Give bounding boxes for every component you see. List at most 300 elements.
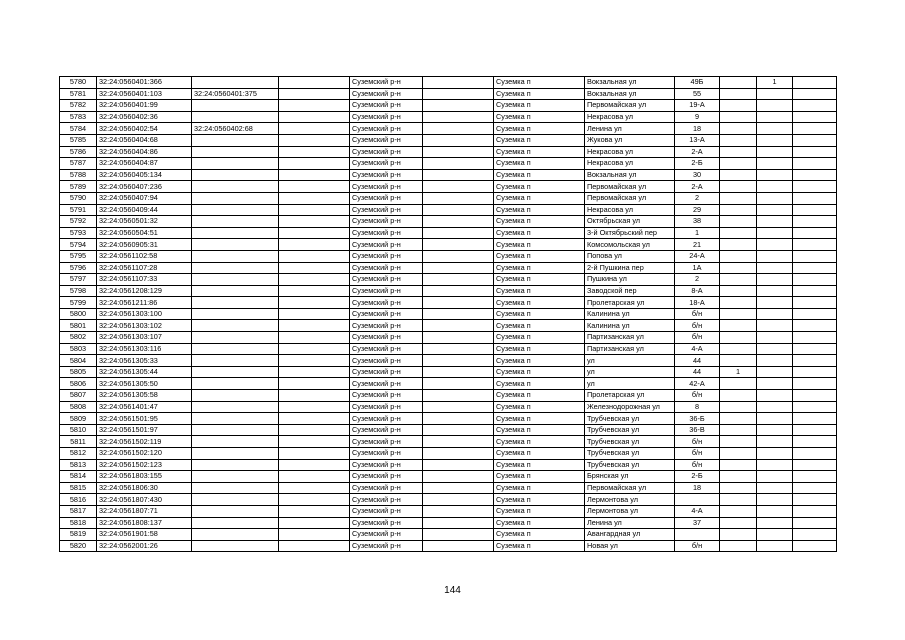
cell-previous-cadastral-number [192,158,279,170]
table-row [60,424,837,436]
cell-col-6 [423,192,494,204]
cell-col-4 [279,436,350,448]
cell-col-6 [423,540,494,552]
cell-col-12 [793,401,837,413]
cell-street: Трубчевская ул [585,448,675,460]
cell-col-6 [423,401,494,413]
table-row [60,529,837,541]
cell-district: Суземский р-н [350,134,423,146]
cell-locality: Суземка п [494,134,585,146]
cell-street: Трубчевская ул [585,424,675,436]
table-row [60,378,837,390]
cell-street: Некрасова ул [585,111,675,123]
cell-cadastral-number: 32:24:0561107:28 [97,262,192,274]
table-row [60,204,837,216]
table-row [60,320,837,332]
cell-row-number: 5792 [60,216,97,228]
table-row [60,413,837,425]
cell-col-11 [757,320,793,332]
cell-street: Вокзальная ул [585,88,675,100]
cell-house-number: б/н [675,540,720,552]
cell-locality: Суземка п [494,297,585,309]
cell-col-12 [793,111,837,123]
cell-previous-cadastral-number [192,482,279,494]
cell-col-12 [793,320,837,332]
cell-col-4 [279,169,350,181]
cell-street: Вокзальная ул [585,77,675,89]
cell-district: Суземский р-н [350,158,423,170]
table-row [60,517,837,529]
cell-col-10 [720,250,757,262]
cell-district: Суземский р-н [350,448,423,460]
cell-col-10 [720,227,757,239]
cell-col-11 [757,158,793,170]
cell-district: Суземский р-н [350,181,423,193]
cell-col-10 [720,517,757,529]
cell-col-6 [423,88,494,100]
cell-house-number: 13-А [675,134,720,146]
cell-house-number: б/н [675,448,720,460]
cell-house-number: 29 [675,204,720,216]
cell-col-10 [720,401,757,413]
cell-previous-cadastral-number [192,100,279,112]
cell-locality: Суземка п [494,529,585,541]
cell-col-4 [279,448,350,460]
cell-col-11: 1 [757,77,793,89]
table-row [60,134,837,146]
cell-col-6 [423,366,494,378]
cell-col-12 [793,134,837,146]
table-row [60,436,837,448]
cell-col-4 [279,88,350,100]
cell-col-10 [720,471,757,483]
cell-previous-cadastral-number [192,540,279,552]
cell-cadastral-number: 32:24:0561305:44 [97,366,192,378]
cell-previous-cadastral-number [192,413,279,425]
cell-previous-cadastral-number [192,169,279,181]
cell-district: Суземский р-н [350,297,423,309]
cell-col-6 [423,413,494,425]
cell-cadastral-number: 32:24:0560401:99 [97,100,192,112]
cell-house-number: 55 [675,88,720,100]
cell-cadastral-number: 32:24:0561807:71 [97,505,192,517]
cell-col-12 [793,494,837,506]
cell-col-10 [720,134,757,146]
cell-col-11 [757,181,793,193]
cell-col-6 [423,100,494,112]
cell-col-6 [423,471,494,483]
cell-col-10 [720,459,757,471]
cell-locality: Суземка п [494,111,585,123]
cell-cadastral-number: 32:24:0560401:366 [97,77,192,89]
cell-street: Брянская ул [585,471,675,483]
cell-street: Заводской пер [585,285,675,297]
cell-col-12 [793,77,837,89]
cell-previous-cadastral-number [192,239,279,251]
cell-col-10 [720,181,757,193]
cell-col-10 [720,158,757,170]
cell-previous-cadastral-number [192,262,279,274]
cell-cadastral-number: 32:24:0561303:100 [97,308,192,320]
cell-street: Некрасова ул [585,204,675,216]
cell-row-number: 5789 [60,181,97,193]
cell-house-number: 2-А [675,146,720,158]
cell-col-4 [279,250,350,262]
cell-row-number: 5818 [60,517,97,529]
cell-col-12 [793,459,837,471]
cell-street: Пролетарская ул [585,390,675,402]
cell-district: Суземский р-н [350,274,423,286]
cell-col-6 [423,285,494,297]
cell-locality: Суземка п [494,505,585,517]
cell-cadastral-number: 32:24:0561502:123 [97,459,192,471]
table-row [60,459,837,471]
cell-row-number: 5782 [60,100,97,112]
cell-street: Попова ул [585,250,675,262]
table-row [60,540,837,552]
cell-col-6 [423,505,494,517]
cell-col-4 [279,505,350,517]
cell-previous-cadastral-number [192,111,279,123]
cell-locality: Суземка п [494,494,585,506]
cell-col-12 [793,517,837,529]
cell-col-10 [720,146,757,158]
cell-house-number: б/н [675,459,720,471]
cell-street: Лермонтова ул [585,494,675,506]
cell-row-number: 5811 [60,436,97,448]
cell-cadastral-number: 32:24:0561803:155 [97,471,192,483]
cell-district: Суземский р-н [350,100,423,112]
cell-cadastral-number: 32:24:0560407:236 [97,181,192,193]
cell-col-6 [423,158,494,170]
cell-col-11 [757,192,793,204]
cell-col-12 [793,285,837,297]
table-row [60,471,837,483]
cell-cadastral-number: 32:24:0560501:32 [97,216,192,228]
cell-house-number: 37 [675,517,720,529]
cell-street: 2-й Пушкина пер [585,262,675,274]
cell-col-11 [757,390,793,402]
cell-house-number: б/н [675,332,720,344]
cell-col-11 [757,436,793,448]
cell-col-4 [279,459,350,471]
cell-col-12 [793,366,837,378]
cell-locality: Суземка п [494,204,585,216]
cell-col-6 [423,436,494,448]
cell-row-number: 5816 [60,494,97,506]
cell-col-6 [423,308,494,320]
cell-col-6 [423,111,494,123]
cell-district: Суземский р-н [350,413,423,425]
cell-col-4 [279,401,350,413]
cell-col-4 [279,482,350,494]
cell-row-number: 5805 [60,366,97,378]
cell-locality: Суземка п [494,285,585,297]
cell-col-6 [423,448,494,460]
table-row [60,366,837,378]
cell-col-4 [279,517,350,529]
table-row [60,239,837,251]
cell-col-10 [720,216,757,228]
cell-cadastral-number: 32:24:0561502:120 [97,448,192,460]
cell-street: Некрасова ул [585,146,675,158]
cell-previous-cadastral-number [192,471,279,483]
cell-house-number: 42-А [675,378,720,390]
cell-house-number: 30 [675,169,720,181]
cell-col-11 [757,332,793,344]
cell-cadastral-number: 32:24:0560404:87 [97,158,192,170]
cell-house-number: 9 [675,111,720,123]
cell-district: Суземский р-н [350,204,423,216]
cell-house-number: 2-А [675,181,720,193]
cell-previous-cadastral-number: 32:24:0560401:375 [192,88,279,100]
cell-district: Суземский р-н [350,332,423,344]
cell-cadastral-number: 32:24:0561102:58 [97,250,192,262]
cell-street: Партизанская ул [585,332,675,344]
cell-col-12 [793,262,837,274]
cadastral-register-table [59,76,837,552]
cell-district: Суземский р-н [350,227,423,239]
cell-col-6 [423,378,494,390]
table-row [60,158,837,170]
cell-row-number: 5808 [60,401,97,413]
cell-col-11 [757,250,793,262]
cell-district: Суземский р-н [350,285,423,297]
cell-col-12 [793,448,837,460]
cell-col-4 [279,216,350,228]
cell-col-6 [423,459,494,471]
cell-house-number: 38 [675,216,720,228]
cell-col-10 [720,100,757,112]
cell-col-11 [757,134,793,146]
cell-col-10 [720,413,757,425]
cell-district: Суземский р-н [350,169,423,181]
cell-previous-cadastral-number [192,181,279,193]
cell-row-number: 5786 [60,146,97,158]
cell-locality: Суземка п [494,146,585,158]
cell-district: Суземский р-н [350,77,423,89]
cell-row-number: 5813 [60,459,97,471]
cell-cadastral-number: 32:24:0561303:116 [97,343,192,355]
cell-locality: Суземка п [494,378,585,390]
cell-col-4 [279,355,350,367]
cell-col-4 [279,390,350,402]
cell-col-12 [793,436,837,448]
cell-row-number: 5809 [60,413,97,425]
cell-cadastral-number: 32:24:0561401:47 [97,401,192,413]
cell-cadastral-number: 32:24:0561305:33 [97,355,192,367]
cell-col-6 [423,355,494,367]
cell-house-number: 2 [675,192,720,204]
cell-cadastral-number: 32:24:0560402:36 [97,111,192,123]
cell-house-number: 19-А [675,100,720,112]
cell-row-number: 5820 [60,540,97,552]
cell-previous-cadastral-number [192,77,279,89]
cell-district: Суземский р-н [350,262,423,274]
cell-previous-cadastral-number [192,308,279,320]
cell-district: Суземский р-н [350,471,423,483]
cell-row-number: 5800 [60,308,97,320]
cell-col-12 [793,424,837,436]
cell-house-number: б/н [675,390,720,402]
cell-locality: Суземка п [494,424,585,436]
cell-house-number: 36-Б [675,413,720,425]
cell-house-number: 18-А [675,297,720,309]
cell-street: Авангардная ул [585,529,675,541]
cell-col-6 [423,134,494,146]
cell-street: Пушкина ул [585,274,675,286]
cell-col-11 [757,505,793,517]
cell-house-number: 36-В [675,424,720,436]
table-row [60,216,837,228]
cell-col-10 [720,355,757,367]
cell-row-number: 5793 [60,227,97,239]
cell-col-10 [720,285,757,297]
cell-col-6 [423,529,494,541]
cell-street: Некрасова ул [585,158,675,170]
cell-col-10 [720,192,757,204]
cell-col-10 [720,297,757,309]
cell-row-number: 5801 [60,320,97,332]
cell-col-6 [423,216,494,228]
cell-row-number: 5787 [60,158,97,170]
cell-previous-cadastral-number [192,366,279,378]
cell-locality: Суземка п [494,274,585,286]
cell-district: Суземский р-н [350,192,423,204]
cell-col-11 [757,459,793,471]
cell-col-11 [757,482,793,494]
cell-previous-cadastral-number [192,204,279,216]
cell-locality: Суземка п [494,181,585,193]
cell-locality: Суземка п [494,390,585,402]
cell-previous-cadastral-number [192,494,279,506]
cell-district: Суземский р-н [350,529,423,541]
cell-col-12 [793,332,837,344]
cell-street: Первомайская ул [585,482,675,494]
cell-col-11 [757,227,793,239]
cell-previous-cadastral-number [192,216,279,228]
cell-cadastral-number: 32:24:0561501:95 [97,413,192,425]
cell-col-11 [757,355,793,367]
cell-col-12 [793,274,837,286]
cell-col-4 [279,239,350,251]
cell-row-number: 5803 [60,343,97,355]
cell-cadastral-number: 32:24:0561305:58 [97,390,192,402]
cell-house-number: б/н [675,320,720,332]
table-row [60,146,837,158]
cell-col-10 [720,274,757,286]
cell-row-number: 5799 [60,297,97,309]
cell-row-number: 5812 [60,448,97,460]
cell-previous-cadastral-number [192,390,279,402]
cell-house-number: 4-А [675,505,720,517]
cell-col-11 [757,216,793,228]
cell-col-10 [720,332,757,344]
cell-col-12 [793,308,837,320]
cell-col-11 [757,239,793,251]
cell-previous-cadastral-number [192,192,279,204]
cell-previous-cadastral-number [192,505,279,517]
cell-cadastral-number: 32:24:0560401:103 [97,88,192,100]
cell-col-10 [720,378,757,390]
cell-street: Октябрьская ул [585,216,675,228]
cell-house-number: б/н [675,308,720,320]
cell-col-4 [279,366,350,378]
table-row [60,448,837,460]
cell-cadastral-number: 32:24:0561303:107 [97,332,192,344]
cell-col-4 [279,262,350,274]
cell-street: Партизанская ул [585,343,675,355]
cell-locality: Суземка п [494,448,585,460]
cell-col-4 [279,111,350,123]
cell-district: Суземский р-н [350,320,423,332]
cell-col-4 [279,343,350,355]
cell-col-4 [279,424,350,436]
cell-row-number: 5806 [60,378,97,390]
cell-col-11 [757,401,793,413]
cell-locality: Суземка п [494,250,585,262]
cell-row-number: 5814 [60,471,97,483]
cell-row-number: 5783 [60,111,97,123]
cell-col-4 [279,332,350,344]
table-row [60,181,837,193]
table-row [60,123,837,135]
cell-row-number: 5819 [60,529,97,541]
cell-house-number: 18 [675,123,720,135]
table-row [60,332,837,344]
cell-cadastral-number: 32:24:0560905:31 [97,239,192,251]
cell-col-11 [757,285,793,297]
cell-col-6 [423,204,494,216]
cell-street: Жукова ул [585,134,675,146]
cell-col-6 [423,343,494,355]
cell-col-6 [423,227,494,239]
cell-cadastral-number: 32:24:0561211:86 [97,297,192,309]
table-row [60,482,837,494]
cell-cadastral-number: 32:24:0560404:86 [97,146,192,158]
cell-col-4 [279,204,350,216]
cell-col-12 [793,390,837,402]
cell-col-12 [793,297,837,309]
cell-house-number: 8 [675,401,720,413]
cell-previous-cadastral-number [192,401,279,413]
cell-row-number: 5784 [60,123,97,135]
cell-house-number: 24-А [675,250,720,262]
cell-col-4 [279,227,350,239]
cell-row-number: 5794 [60,239,97,251]
cell-previous-cadastral-number [192,320,279,332]
cell-col-4 [279,100,350,112]
cell-cadastral-number: 32:24:0562001:26 [97,540,192,552]
cell-col-4 [279,146,350,158]
table-row [60,169,837,181]
cell-col-10: 1 [720,366,757,378]
cell-col-10 [720,77,757,89]
cell-col-6 [423,494,494,506]
table-row [60,227,837,239]
cell-col-10 [720,529,757,541]
cell-col-10 [720,308,757,320]
cell-col-6 [423,77,494,89]
cell-cadastral-number: 32:24:0561501:97 [97,424,192,436]
cell-cadastral-number: 32:24:0560405:134 [97,169,192,181]
cell-row-number: 5781 [60,88,97,100]
table-row [60,343,837,355]
cell-col-6 [423,239,494,251]
cell-col-4 [279,158,350,170]
cell-col-6 [423,146,494,158]
cell-house-number: 1 [675,227,720,239]
